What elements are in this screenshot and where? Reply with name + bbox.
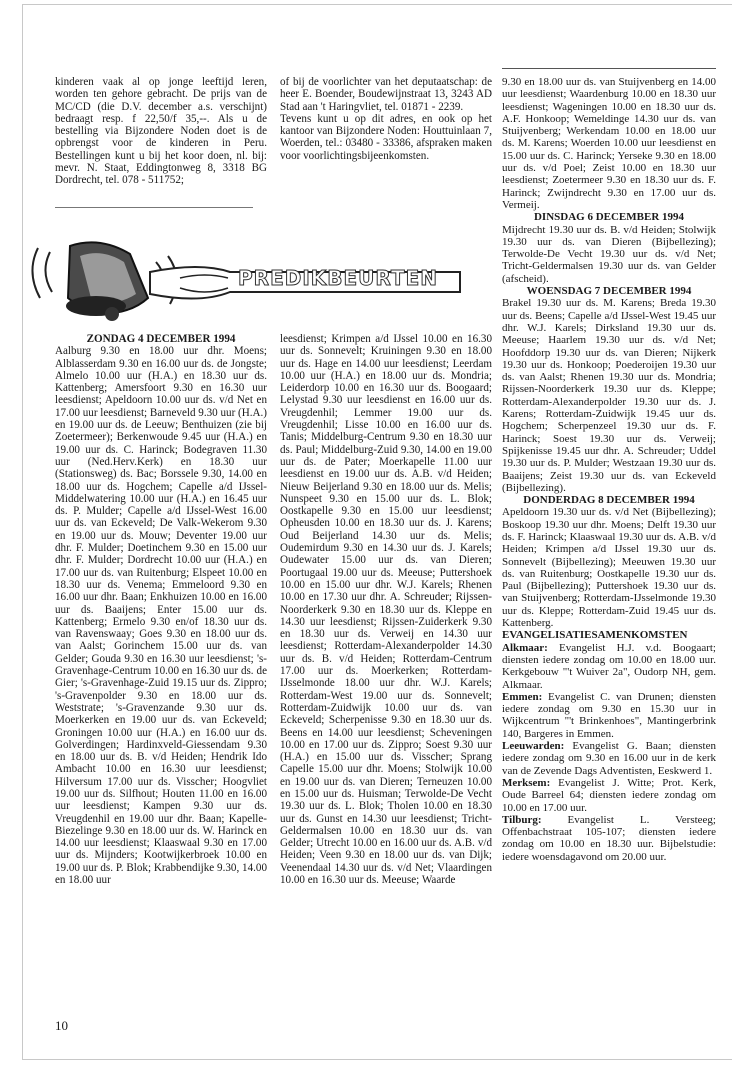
contact-paragraph: of bij de voorlichter van het deputaatschap: de heer E. Boender, Boudewijnstraat 13, 3243 AD Stad aan 't Haringvliet, tel. 01871 - 2239. xyxy=(280,76,492,113)
wednesday-services: Brakel 19.30 uur ds. M. Karens; Breda 19.30 uur ds. Beens; Capelle a/d IJssel-West 19.45 uur dhr. W.J. Karels; Dirksland 19.30 uur ds. Meeuse; Haarlem 19.30 uur ds. v/d Net; Hoofddorp 19.30 uur ds. van Dieren; Nijkerk 19.30 uur ds. Honkoop; Poederoijen 19.30 uur ds. van Aalst; Rhenen 19.30 uur ds. Mondria; Rijssen-Noorderkerk 19.30 uur ds. Kleppe; Rotterdam-Alexanderpolder 19.30 uur ds. J. Karens; Rotterdam-Zuidwijk 19.45 uur ds. Hogchem; Scherpenzeel 19.30 uur ds. F. Harinck; Soest 19.30 uur ds. Verweij; Spijkenisse 19.45 uur dhr. A. Schreuder; Uddel 19.30 uur ds. P. Mulder; Westzaan 19.30 uur ds. Baaijens; Zeist 19.30 uur ds. van Eckeveld (Bijbellezing). xyxy=(502,297,716,494)
tilburg-text: Evangelist L. Versteeg; Offenbachstraat 105-107; diensten iedere zondag om 10.00 en 18.30 uur. Bijbelstudie: iedere woensdagavond om 20.00 uur. xyxy=(502,813,716,863)
page-edge-left xyxy=(22,4,23,1060)
banner-title: PREDIKBEURTEN xyxy=(238,266,438,290)
emmen-text: Evangelist C. van Drunen; diensten iedere zondag om 9.30 en 15.30 uur in Wijkcentrum "'t Brinkenhoes", Mantingerbrink 140, Bargeres in Emmen. xyxy=(502,690,716,740)
evangelisation-leeuwarden xyxy=(502,740,716,777)
evangelisation-merksem xyxy=(502,777,716,814)
thursday-services: Apeldoorn 19.30 uur ds. v/d Net (Bijbellezing); Boskoop 19.30 uur dhr. Moens; Delft 19.30 uur ds. F. Harinck; Klaaswaal 19.30 uur ds. A.B. v/d Heiden; Krimpen a/d IJssel 19.30 uur ds. Sonnevelt (Bijbellezing); Meeuwen 19.30 uur ds. van Ruitenburg; Oostkapelle 19.30 uur ds. Paul (Bijbellezing); Puttershoek 19.30 uur ds. van Stuijvenberg; Rotterdam-IJsselmonde 19.30 uur ds. Kleppe; Rotterdam-Zuid 19.45 uur ds. Kattenberg. xyxy=(502,506,716,630)
column-rule-top xyxy=(502,68,716,69)
leeuwarden-label: Leeuwarden: xyxy=(502,740,565,753)
intro-column-middle xyxy=(280,76,492,206)
leeuwarden-text: Evangelist G. Baan; diensten iedere zondag om 9.30 en 16.00 uur in de kerk van de Zevende Dags Adventisten, Eeskwerd 1. xyxy=(502,740,716,777)
page-number: 10 xyxy=(55,1018,68,1033)
intro-paragraph-left: kinderen vaak al op jonge leeftijd leren, worden ten gehore gebracht. De prijs van de MC/CD (die D.V. december a.s. verschijnt) bedraagt resp. f 22,50/f 35,--. Als u de bestelling via Bijzondere Noden doet is de opbrengst voor de kinderen in Peru. Bestellingen kunt u bij het koor doen, nl. bij: mevr. N. Staat, Eddingtonweg 8, 3318 BG Dordrecht, tel. 078 - 511752; xyxy=(55,76,267,187)
services-column-middle xyxy=(280,333,492,1015)
sunday-services-part3: 9.30 en 18.00 uur ds. van Stuijvenberg en 14.00 uur leesdienst; Waardenburg 10.00 en 18.30 uur leesdienst; Wageningen 10.00 en 18.30 uur ds. A.F. Honkoop; Wemeldinge 14.30 uur ds. van Stuijvenberg; Werkendam 10.00 en 18.00 uur ds. M. Karens; Woerden 10.00 uur leesdienst en 15.00 uur ds. C. Harinck; Yerseke 9.30 en 18.00 uur ds. v/d Poel; Zeist 10.00 en 18.30 uur leesdienst; Zoetermeer 9.30 en 18.30 uur ds. F. Harinck; Zwijndrecht 9.30 en 17.00 uur ds. Vermeij. xyxy=(502,76,716,211)
page-edge-top xyxy=(22,4,732,5)
sunday-services-part2: leesdienst; Krimpen a/d IJssel 10.00 en 16.30 uur ds. Sonnevelt; Kruiningen 9.30 en 18.00 uur ds. Hage en 14.00 uur leesdienst; Leerdam 10.00 uur (H.A.) en 18.00 uur ds. Mondria; Leiderdorp 10.00 en 16.30 uur ds. Boogaard; Lelystad 9.30 uur leesdienst en 16.00 uur ds. Vreugdenhil; Lemmer 19.00 uur ds. Vreugdenhil; Lisse 10.00 en 16.00 uur ds. Tanis; Middelburg-Centrum 9.30 en 18.30 uur ds. Paul; Middelburg-Zuid 9.30, 14.00 en 19.00 uur ds. de Pater; Moerkapelle 11.00 uur leesdienst en 19.00 uur ds. A.B. v/d Heiden; Nieuw Beijerland 9.30 en 18.00 uur ds. Melis; Nunspeet 9.30 en 15.00 uur ds. L. Blok; Oostkapelle 9.30 en 15.00 uur leesdienst; Opheusden 10.00 en 18.30 uur ds. J. Karens; Oud Beijerland 14.30 uur ds. Melis; Oudemirdum 9.30 en 14.30 uur ds. J. Karels; Oudewater 15.00 uur ds. van Dieren; Poortugaal 19.00 uur ds. Meeuse; Puttershoek 10.00 en 15.00 uur dhr. W.J. Karels; Rhenen 10.00 en 17.30 uur dhr. A. Schreuder; Rijssen-Noorderkerk 9.30 en 18.30 uur ds. Kleppe en 14.30 uur leesdienst; Rijssen-Zuiderkerk 9.30 en 18.30 uur ds. Verweij en 14.30 uur leesdienst; Rotterdam-Alexanderpolder 14.30 uur ds. B. v/d Heiden; Rotterdam-Centrum 17.00 uur ds. Moerkerken; Rotterdam-IJsselmonde 18.00 uur dhr. W.J. Karels; Rotterdam-West 19.00 uur ds. Sonnevelt; Rotterdam-Zuidwijk 10.00 uur ds. van Eckeveld; Scherpenisse 9.30 en 18.30 uur ds. Beens en 14.00 uur leesdienst; Scheveningen 10.00 en 17.00 uur ds. Zippro; Soest 9.30 uur (H.A.) en 15.00 uur ds. Visscher; Sprang Capelle 15.00 uur dhr. Moens; Stolwijk 10.00 en 19.00 uur ds. van Dieren; Terneuzen 10.00 en 15.00 uur ds. Huisman; Terwolde-De Vecht 19.30 uur ds. L. Blok; Tholen 10.00 en 18.30 uur ds. Gunst en 14.30 uur leesdienst; Tricht-Geldermalsen 10.00 en 18.30 uur ds. van Gelder; Utrecht 10.00 en 16.00 uur ds. A.B. v/d Heiden; Veen 9.30 en 18.00 uur ds. van Dijk; Veenendaal 14.30 uur ds. v/d Net; Vlaardingen 10.00 en 16.30 uur ds. Meeuse; Waarde xyxy=(280,333,492,887)
thursday-heading: DONDERDAG 8 DECEMBER 1994 xyxy=(523,494,695,507)
appointments-paragraph: Tevens kunt u op dit adres, en ook op het kantoor van Bijzondere Noden: Houttuinlaan 7, Woerden, tel.: 03480 - 33386, afspraken maken voor voorlichtingsbijeenkomsten. xyxy=(280,112,492,162)
evangelisation-tilburg xyxy=(502,814,716,863)
column-rule xyxy=(55,207,253,208)
merksem-text: Evangelist J. Witte; Prot. Kerk, Oude Barreel 64; diensten iedere zondag om 10.00 en 17.00 uur. xyxy=(502,776,716,814)
services-column-left xyxy=(55,333,267,1015)
wednesday-heading: WOENSDAG 7 DECEMBER 1994 xyxy=(526,285,692,298)
alkmaar-label: Alkmaar: xyxy=(502,641,548,654)
evangelisation-alkmaar xyxy=(502,642,716,691)
sunday-services-part1: Aalburg 9.30 en 18.00 uur dhr. Moens; Alblasserdam 9.30 en 16.00 uur ds. de Jongste; Almelo 10.00 uur (H.A.) en 18.30 uur ds. Kattenberg; Amersfoort 9.30 en 16.30 uur leesdienst; Apeldoorn 10.00 uur ds. v/d Net en 17.00 uur leesdienst; Barneveld 9.30 uur (H.A.) en 19.00 uur ds. de Leeuw; Benthuizen (zie bij Zoetermeer); Berkenwoude 9.45 uur (H.A.) en 19.00 uur ds. C. Harinck; Bodegraven 11.30 uur (Ned.Herv.Kerk) en 18.30 uur (Stationsweg) ds. Bac; Borssele 9.30, 14.00 en 18.00 uur ds. Hogchem; Capelle a/d IJssel-Middelwatering 10.00 uur (H.A.) en 16.45 uur ds. P. Mulder; Capelle a/d IJssel-West 16.00 uur ds. van Eckeveld; De Valk-Wekerom 9.30 en 19.00 uur ds. Mouw; Deventer 19.00 uur dhr. F. Mulder; Doetinchem 9.30 en 15.00 uur dhr. F. Mulder; Dordrecht 10.00 uur (H.A.) en 17.00 uur ds. van Ruitenburg; Elspeet 10.00 en 18.30 uur ds. Venema; Emmeloord 9.30 en 16.00 uur dhr. Baan; Enkhuizen 10.00 en 16.00 uur ds. Baaijens; Enter 15.00 uur ds. Kattenberg; Ermelo 9.30 en/of 18.30 uur ds. van Ravenswaay; Goes 9.30 en 18.00 uur ds. van Aalst; Gorinchem 15.00 uur ds. van Gelder; Gouda 9.30 en 16.30 uur leesdienst; 's-Gravenhage-Centrum 10.00 en 16.30 uur ds. de Gier; 's-Gravenhage-Zuid 19.15 uur ds. Zippro; 's-Gravenpolder 9.30 en 18.00 uur ds. Weststrate; 's-Gravenzande 9.30 uur ds. Moerkerken en 19.00 uur ds. van Eckeveld; Groningen 10.00 uur (H.A.) en 16.00 uur ds. Golverdingen; Hardinxveld-Giessendam 9.30 en 18.00 uur ds. B. v/d Heiden; Hendrik Ido Ambacht 10.00 en 16.30 uur leesdienst; Hilversum 17.00 uur ds. Visscher; Hoogvliet 19.00 uur ds. Silfhout; Houten 11.00 en 16.00 uur leesdienst; Kampen 9.30 uur ds. Vreugdenhil en 19.00 uur dhr. Baan; Kapelle-Biezelinge 9.30 en 18.00 uur ds. W. Harinck en 14.00 uur leesdienst; Klaaswaal 9.30 en 17.00 uur ds. Mijnders; Kootwijkerbroek 10.00 en 19.00 uur ds. P. Blok; Krabbendijke 9.30, 14.00 en 18.00 uur xyxy=(55,345,267,887)
alkmaar-text: Evangelist H.J. v.d. Boogaart; diensten iedere zondag om 10.00 en 18.00 uur. Kerkgebouw "'t Wuiver 2a", Oudorp NH, gem. Alkmaar. xyxy=(502,641,716,691)
sunday-heading: ZONDAG 4 DECEMBER 1994 xyxy=(86,333,236,345)
intro-column-left xyxy=(55,76,267,206)
tilburg-label: Tilburg: xyxy=(502,813,542,826)
tuesday-heading: DINSDAG 6 DECEMBER 1994 xyxy=(533,211,685,224)
evangelisation-emmen xyxy=(502,691,716,740)
evangelisation-heading: EVANGELISATIESAMENKOMSTEN xyxy=(502,629,688,642)
emmen-label: Emmen: xyxy=(502,690,543,703)
tuesday-services: Mijdrecht 19.30 uur ds. B. v/d Heiden; Stolwijk 19.30 uur ds. van Dieren (Bijbellezing); Terwolde-De Vecht 19.30 uur ds. v/d Net; Tricht-Geldermalsen 19.30 uur ds. van Gelder (afscheid). xyxy=(502,223,716,285)
services-column-right xyxy=(502,76,716,976)
merksem-label: Merksem: xyxy=(502,776,551,789)
page-edge-bottom xyxy=(22,1059,732,1060)
